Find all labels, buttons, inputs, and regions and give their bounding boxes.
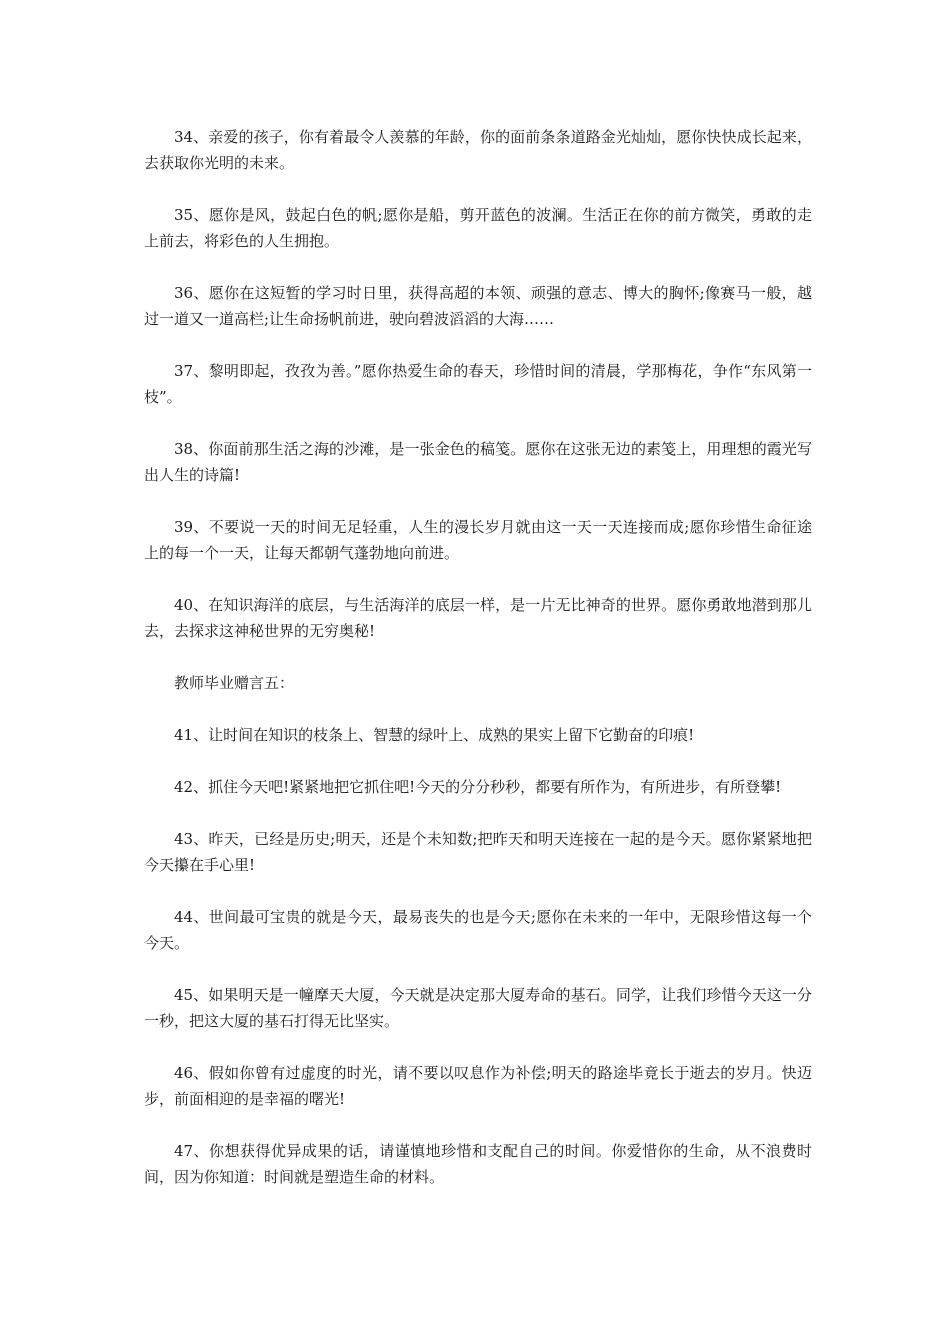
paragraph-39: 39、不要说一天的时间无足轻重，人生的漫长岁月就由这一天一天连接而成;愿你珍惜生命征途上的每一个一天，让每天都朝气蓬勃地向前进。	[144, 518, 812, 562]
paragraph-38: 38、你面前那生活之海的沙滩，是一张金色的稿笺。愿你在这张无边的素笺上，用理想的霞光写出人生的诗篇!	[144, 440, 812, 484]
paragraph-44: 44、世间最可宝贵的就是今天，最易丧失的也是今天;愿你在未来的一年中，无限珍惜这每一个今天。	[144, 908, 812, 952]
paragraph-34: 34、亲爱的孩子，你有着最令人羡慕的年龄，你的面前条条道路金光灿灿，愿你快快成长起来，去获取你光明的未来。	[144, 128, 812, 172]
paragraph-42: 42、抓住今天吧!紧紧地把它抓住吧!今天的分分秒秒，都要有所作为，有所进步，有所登攀!	[174, 778, 782, 796]
paragraph-40: 40、在知识海洋的底层，与生活海洋的底层一样，是一片无比神奇的世界。愿你勇敢地潜到那儿去，去探求这神秘世界的无穷奥秘!	[144, 596, 812, 640]
document-body	[144, 124, 812, 1216]
paragraph-46: 46、假如你曾有过虚度的时光，请不要以叹息作为补偿;明天的路途毕竟长于逝去的岁月。快迈步，前面相迎的是幸福的曙光!	[144, 1064, 812, 1108]
paragraph-45: 45、如果明天是一幢摩天大厦，今天就是决定那大厦寿命的基石。同学，让我们珍惜今天这一分一秒，把这大厦的基石打得无比坚实。	[144, 986, 812, 1030]
section-heading: 教师毕业赠言五：	[174, 674, 295, 692]
paragraph-47: 47、你想获得优异成果的话，请谨慎地珍惜和支配自己的时间。你爱惜你的生命，从不浪费时间，因为你知道：时间就是塑造生命的材料。	[144, 1142, 812, 1186]
paragraph-37: 37、黎明即起，孜孜为善。”愿你热爱生命的春天，珍惜时间的清晨，学那梅花，争作“东风第一枝”。	[144, 362, 812, 406]
paragraph-36: 36、愿你在这短暂的学习时日里，获得高超的本领、顽强的意志、博大的胸怀;像赛马一般，越过一道又一道高栏;让生命扬帆前进，驶向碧波滔滔的大海……	[144, 284, 812, 328]
paragraph-35: 35、愿你是风，鼓起白色的帆;愿你是船，剪开蓝色的波澜。生活正在你的前方微笑，勇敢的走上前去，将彩色的人生拥抱。	[144, 206, 812, 250]
paragraph-43: 43、昨天，已经是历史;明天，还是个未知数;把昨天和明天连接在一起的是今天。愿你紧紧地把今天攥在手心里!	[144, 830, 812, 874]
paragraph-41: 41、让时间在知识的枝条上、智慧的绿叶上、成熟的果实上留下它勤奋的印痕!	[174, 726, 695, 744]
